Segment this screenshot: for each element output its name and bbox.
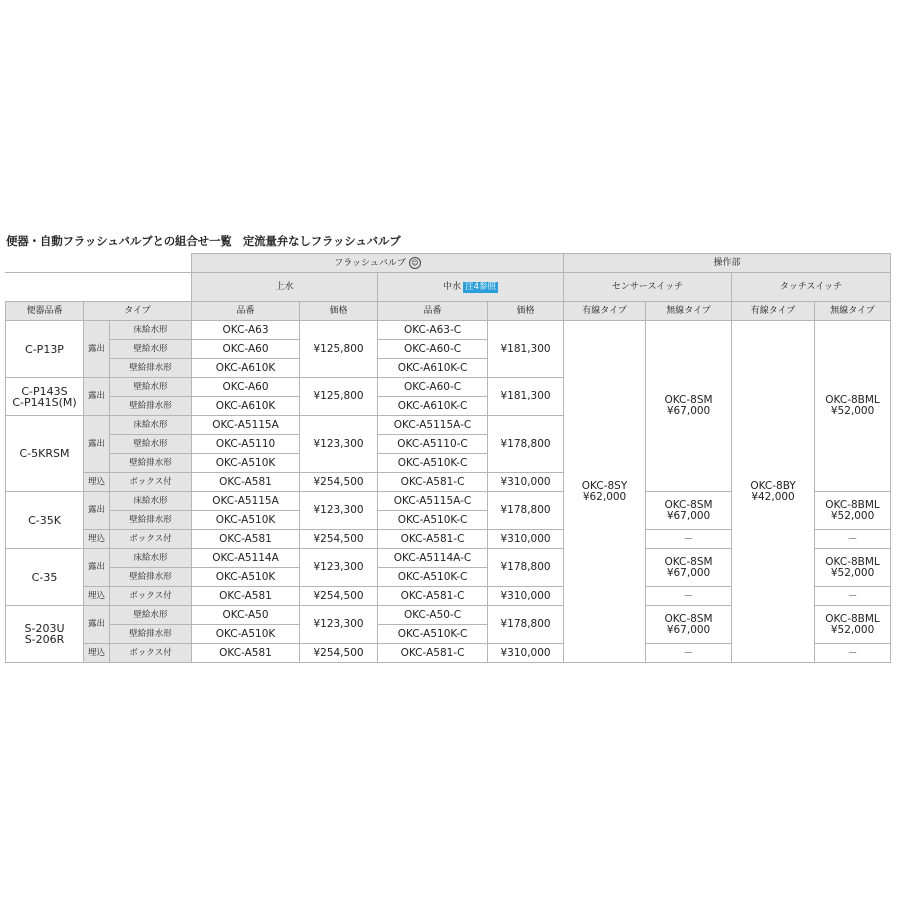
price-cell: ¥123,300 <box>300 549 378 587</box>
type-cell: 埋込 <box>84 530 110 549</box>
price-cell: ¥181,300 <box>488 378 564 416</box>
subtype-cell: ボックス付 <box>110 644 192 663</box>
valve-cell: OKC-A5115A-C <box>378 492 488 511</box>
benki-header: 便器品番 <box>6 302 84 321</box>
switch-cell: OKC-8BML ¥52,000 <box>815 549 891 587</box>
type-cell: 埋込 <box>84 644 110 663</box>
subtype-cell: 壁給水形 <box>110 340 192 359</box>
price-cell: ¥254,500 <box>300 587 378 606</box>
price-cell: ¥123,300 <box>300 492 378 530</box>
valve-cell: OKC-A50 <box>192 606 300 625</box>
valve-cell: OKC-A5114A <box>192 549 300 568</box>
hinban-header: 品番 <box>378 302 488 321</box>
yusen-header: 有線タイプ <box>564 302 646 321</box>
hinban-header: 品番 <box>192 302 300 321</box>
price-cell: ¥125,800 <box>300 378 378 416</box>
header-row-1 <box>6 254 891 273</box>
subtype-cell: 床給水形 <box>110 321 192 340</box>
operation-header: 操作部 <box>564 254 891 273</box>
valve-cell: OKC-A60 <box>192 340 300 359</box>
valve-cell: OKC-A510K <box>192 625 300 644</box>
switch-cell: OKC-8SY ¥62,000 <box>564 321 646 663</box>
sensor-switch-header: センサースイッチ <box>564 273 732 302</box>
dash-cell: － <box>646 530 732 549</box>
touch-switch-header: タッチスイッチ <box>732 273 891 302</box>
valve-cell: OKC-A610K-C <box>378 397 488 416</box>
flush-valve-header: フラッシュバルブ <box>334 258 406 269</box>
type-cell: 露出 <box>84 378 110 416</box>
price-cell: ¥310,000 <box>488 587 564 606</box>
kakaku-header: 価格 <box>488 302 564 321</box>
switch-cell: OKC-8BML ¥52,000 <box>815 606 891 644</box>
valve-cell: OKC-A5110-C <box>378 435 488 454</box>
dash-cell: － <box>646 644 732 663</box>
valve-cell: OKC-A510K-C <box>378 511 488 530</box>
valve-cell: OKC-A510K <box>192 568 300 587</box>
subtype-cell: ボックス付 <box>110 587 192 606</box>
subtype-cell: 壁給排水形 <box>110 625 192 644</box>
valve-cell: OKC-A50-C <box>378 606 488 625</box>
price-cell: ¥254,500 <box>300 644 378 663</box>
dash-cell: － <box>815 587 891 606</box>
subtype-cell: 壁給排水形 <box>110 397 192 416</box>
valve-cell: OKC-A610K <box>192 397 300 416</box>
valve-cell: OKC-A510K-C <box>378 568 488 587</box>
valve-cell: OKC-A610K-C <box>378 359 488 378</box>
valve-cell: OKC-A60-C <box>378 340 488 359</box>
switch-cell: OKC-8SM ¥67,000 <box>646 321 732 492</box>
valve-cell: OKC-A581 <box>192 587 300 606</box>
valve-cell: OKC-A581 <box>192 644 300 663</box>
switch-cell: OKC-8BY ¥42,000 <box>732 321 815 663</box>
price-cell: ¥178,800 <box>488 606 564 644</box>
subtype-cell: 壁給水形 <box>110 606 192 625</box>
price-cell: ¥254,500 <box>300 473 378 492</box>
subtype-cell: 壁給排水形 <box>110 568 192 587</box>
valve-cell: OKC-A5115A <box>192 492 300 511</box>
price-cell: ¥310,000 <box>488 644 564 663</box>
header-row-3 <box>6 302 891 321</box>
valve-cell: OKC-A5115A <box>192 416 300 435</box>
product-cell: S-203U S-206R <box>6 606 84 663</box>
type-cell: 露出 <box>84 549 110 587</box>
subtype-cell: ボックス付 <box>110 530 192 549</box>
valve-cell: OKC-A63-C <box>378 321 488 340</box>
valve-cell: OKC-A63 <box>192 321 300 340</box>
price-cell: ¥181,300 <box>488 321 564 378</box>
type-cell: 露出 <box>84 492 110 530</box>
type-cell: 埋込 <box>84 587 110 606</box>
dash-cell: － <box>815 530 891 549</box>
subtype-cell: 床給水形 <box>110 492 192 511</box>
switch-cell: OKC-8BML ¥52,000 <box>815 321 891 492</box>
valve-cell: OKC-A581-C <box>378 644 488 663</box>
type-cell: 露出 <box>84 416 110 473</box>
valve-cell: OKC-A581-C <box>378 530 488 549</box>
product-cell: C-P13P <box>6 321 84 378</box>
yusen-header: 有線タイプ <box>732 302 815 321</box>
type-cell: 露出 <box>84 321 110 378</box>
valve-cell: OKC-A581-C <box>378 587 488 606</box>
product-cell: C-35 <box>6 549 84 606</box>
combination-table <box>5 253 891 663</box>
price-cell: ¥178,800 <box>488 416 564 473</box>
musen-header: 無線タイプ <box>815 302 891 321</box>
chusui-header: 中水 <box>443 281 462 292</box>
price-cell: ¥178,800 <box>488 492 564 530</box>
valve-cell: OKC-A581-C <box>378 473 488 492</box>
josui-header: 上水 <box>192 273 378 302</box>
subtype-cell: 壁給水形 <box>110 378 192 397</box>
valve-cell: OKC-A510K <box>192 454 300 473</box>
product-cell: C-P143S C-P141S(M) <box>6 378 84 416</box>
dash-cell: － <box>815 644 891 663</box>
product-cell: C-5KRSM <box>6 416 84 492</box>
subtype-cell: 壁給水形 <box>110 435 192 454</box>
valve-cell: OKC-A510K-C <box>378 454 488 473</box>
valve-cell: OKC-A510K-C <box>378 625 488 644</box>
subtype-cell: 壁給排水形 <box>110 454 192 473</box>
type-cell: 露出 <box>84 606 110 644</box>
valve-cell: OKC-A60 <box>192 378 300 397</box>
switch-cell: OKC-8SM ¥67,000 <box>646 549 732 587</box>
switch-cell: OKC-8BML ¥52,000 <box>815 492 891 530</box>
face-icon: ☺ <box>409 257 421 269</box>
valve-cell: OKC-A60-C <box>378 378 488 397</box>
musen-header: 無線タイプ <box>646 302 732 321</box>
subtype-cell: 壁給排水形 <box>110 511 192 530</box>
subtype-cell: ボックス付 <box>110 473 192 492</box>
valve-cell: OKC-A610K <box>192 359 300 378</box>
type-cell: 埋込 <box>84 473 110 492</box>
subtype-cell: 床給水形 <box>110 416 192 435</box>
subtype-cell: 壁給排水形 <box>110 359 192 378</box>
switch-cell: OKC-8SM ¥67,000 <box>646 606 732 644</box>
price-cell: ¥310,000 <box>488 530 564 549</box>
subtype-cell: 床給水形 <box>110 549 192 568</box>
price-cell: ¥178,800 <box>488 549 564 587</box>
header-row-2 <box>6 273 891 302</box>
valve-cell: OKC-A5110 <box>192 435 300 454</box>
price-cell: ¥254,500 <box>300 530 378 549</box>
price-cell: ¥310,000 <box>488 473 564 492</box>
price-cell: ¥123,300 <box>300 606 378 644</box>
note-badge: 注4参照 <box>465 281 496 292</box>
valve-cell: OKC-A5115A-C <box>378 416 488 435</box>
valve-cell: OKC-A510K <box>192 511 300 530</box>
price-cell: ¥125,800 <box>300 321 378 378</box>
table-title: 便器・自動フラッシュバルブとの組合せ一覧 定流量弁なしフラッシュバルブ <box>6 234 401 248</box>
switch-cell: OKC-8SM ¥67,000 <box>646 492 732 530</box>
valve-cell: OKC-A581 <box>192 530 300 549</box>
dash-cell: － <box>646 587 732 606</box>
valve-cell: OKC-A581 <box>192 473 300 492</box>
valve-cell: OKC-A5114A-C <box>378 549 488 568</box>
type-header: タイプ <box>84 302 192 321</box>
price-cell: ¥123,300 <box>300 416 378 473</box>
table-row <box>6 321 891 340</box>
kakaku-header: 価格 <box>300 302 378 321</box>
product-cell: C-35K <box>6 492 84 549</box>
